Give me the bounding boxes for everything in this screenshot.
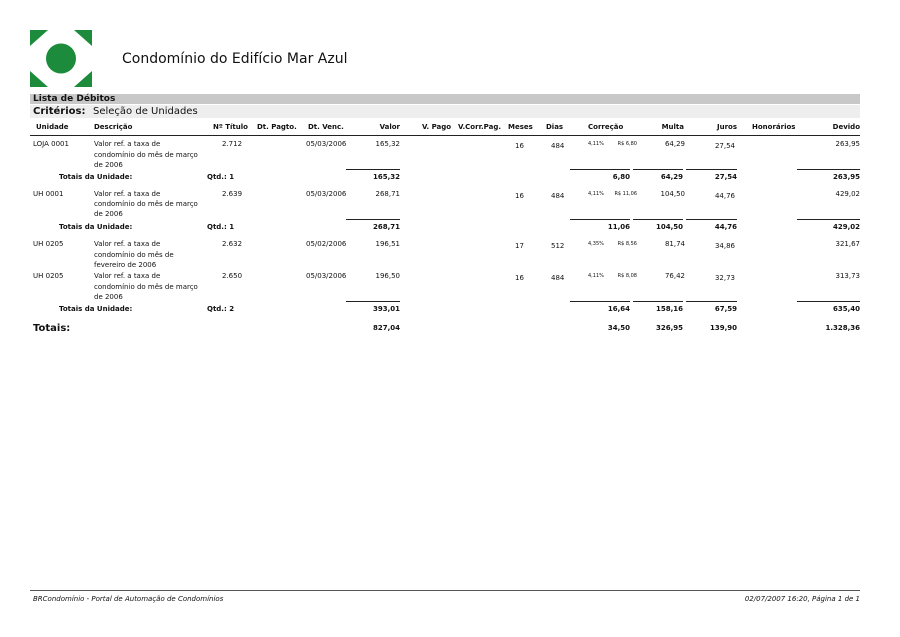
unit-total-correcao: 6,80 xyxy=(612,173,630,181)
row-juros: 44,76 xyxy=(714,192,735,200)
row-meses: 16 xyxy=(515,142,524,150)
row-desc-line: Valor ref. a taxa de xyxy=(94,140,161,148)
row-devido: 321,67 xyxy=(835,240,860,248)
subtotal-rule xyxy=(686,169,737,170)
row-dt-venc: 05/02/2006 xyxy=(306,240,347,248)
unit-total-multa: 64,29 xyxy=(660,173,683,181)
row-multa: 64,29 xyxy=(664,140,685,148)
subtotal-rule xyxy=(633,219,683,220)
row-dias: 484 xyxy=(551,192,565,200)
unit-total-qtd: Qtd.: 1 xyxy=(207,223,235,231)
unit-total-juros: 67,59 xyxy=(714,305,737,313)
row-dt-venc: 05/03/2006 xyxy=(306,272,347,280)
row-devido: 313,73 xyxy=(835,272,860,280)
condominium-logo xyxy=(30,30,92,87)
row-valor: 165,32 xyxy=(375,140,400,148)
row-juros: 27,54 xyxy=(714,142,735,150)
subtotal-rule xyxy=(797,169,860,170)
col-valor: Valor xyxy=(379,123,400,131)
row-desc-line: de 2006 xyxy=(94,210,123,218)
row-devido: 263,95 xyxy=(835,140,860,148)
row-dias: 512 xyxy=(551,242,565,250)
row-valor: 268,71 xyxy=(375,190,400,198)
row-devido: 429,02 xyxy=(835,190,860,198)
unit-total-multa: 158,16 xyxy=(655,305,683,313)
col-v-pago: V. Pago xyxy=(422,123,452,131)
row-multa: 104,50 xyxy=(660,190,685,198)
row-meses: 16 xyxy=(515,274,524,282)
row-desc-line: condomínio do mês de março xyxy=(94,200,198,208)
subtotal-rule xyxy=(570,219,630,220)
row-desc-line: Valor ref. a taxa de xyxy=(94,272,161,280)
col-honorarios: Honorários xyxy=(752,123,796,131)
row-titulo: 2.632 xyxy=(222,240,243,248)
row-desc-line: condomínio do mês de xyxy=(94,251,174,259)
row-multa: 81,74 xyxy=(664,240,685,248)
col-descricao: Descrição xyxy=(94,123,133,131)
unit-total-label: Totais da Unidade: xyxy=(59,223,133,231)
col-juros: Juros xyxy=(716,123,737,131)
row-meses: 16 xyxy=(515,192,524,200)
row-correcao-pct: 4,11% xyxy=(588,273,604,279)
header-divider xyxy=(30,135,860,136)
row-desc-line: condomínio do mês de março xyxy=(94,283,198,291)
unit-total-label: Totais da Unidade: xyxy=(59,173,133,181)
row-juros: 32,73 xyxy=(714,274,735,282)
row-dias: 484 xyxy=(551,142,565,150)
col-multa: Multa xyxy=(661,123,684,131)
unit-total-devido: 429,02 xyxy=(832,223,860,231)
unit-total-devido: 263,95 xyxy=(832,173,860,181)
col-devido: Devido xyxy=(832,123,860,131)
footer-page-info: 02/07/2007 16:20, Página 1 de 1 xyxy=(744,595,860,603)
row-correcao-pct: 4,11% xyxy=(588,191,604,197)
unit-total-valor: 393,01 xyxy=(372,305,400,313)
subtotal-rule xyxy=(797,219,860,220)
row-desc-line: de 2006 xyxy=(94,293,123,301)
unit-total-qtd: Qtd.: 1 xyxy=(207,173,235,181)
row-titulo: 2.650 xyxy=(222,272,243,280)
row-unidade: UH 0001 xyxy=(33,190,64,198)
grand-total-juros: 139,90 xyxy=(709,324,737,332)
unit-total-correcao: 11,06 xyxy=(607,223,630,231)
row-desc-line: Valor ref. a taxa de xyxy=(94,240,161,248)
subtotal-rule xyxy=(570,169,630,170)
row-meses: 17 xyxy=(515,242,524,250)
unit-total-valor: 268,71 xyxy=(372,223,400,231)
col-unidade: Unidade xyxy=(36,123,69,131)
row-titulo: 2.712 xyxy=(222,140,243,148)
row-correcao-val: R$ 8,56 xyxy=(617,241,637,247)
row-titulo: 2.639 xyxy=(222,190,243,198)
company-name: Condomínio do Edifício Mar Azul xyxy=(122,51,348,67)
unit-total-multa: 104,50 xyxy=(655,223,683,231)
col-v-corr-pag: V.Corr.Pag. xyxy=(458,123,502,131)
col-dt-venc: Dt. Venc. xyxy=(308,123,344,131)
grand-total-correcao: 34,50 xyxy=(607,324,630,332)
subtotal-rule xyxy=(686,301,737,302)
row-correcao-val: R$ 6,80 xyxy=(617,141,637,147)
grand-total-valor: 827,04 xyxy=(372,324,400,332)
subtotal-rule xyxy=(346,301,400,302)
footer-app-name: BRCondomínio - Portal de Automação de Condomínios xyxy=(33,595,224,603)
unit-total-devido: 635,40 xyxy=(832,305,860,313)
col-meses: Meses xyxy=(508,123,533,131)
row-desc-line: Valor ref. a taxa de xyxy=(94,190,161,198)
grand-total-label: Totais: xyxy=(33,323,71,334)
grand-total-devido: 1.328,36 xyxy=(825,324,860,332)
unit-total-qtd: Qtd.: 2 xyxy=(207,305,235,313)
row-desc-line: fevereiro de 2006 xyxy=(94,261,157,269)
grand-total-multa: 326,95 xyxy=(655,324,683,332)
unit-total-juros: 44,76 xyxy=(714,223,737,231)
row-correcao-pct: 4,11% xyxy=(588,141,604,147)
unit-total-juros: 27,54 xyxy=(714,173,737,181)
subtotal-rule xyxy=(633,301,683,302)
footer-divider xyxy=(30,590,860,591)
subtotal-rule xyxy=(686,219,737,220)
row-correcao-val: R$ 8,08 xyxy=(617,273,637,279)
criteria-value: Seleção de Unidades xyxy=(93,106,198,117)
criteria-label: Critérios: xyxy=(33,106,86,117)
row-desc-line: de 2006 xyxy=(94,161,123,169)
unit-total-valor: 165,32 xyxy=(372,173,400,181)
row-correcao-val: R$ 11,06 xyxy=(614,191,637,197)
subtotal-rule xyxy=(633,169,683,170)
col-titulo: Nº Título xyxy=(213,123,248,131)
row-juros: 34,86 xyxy=(714,242,735,250)
subtotal-rule xyxy=(797,301,860,302)
col-dt-pagto: Dt. Pagto. xyxy=(257,123,297,131)
subtotal-rule xyxy=(346,219,400,220)
report-title-bar xyxy=(30,94,860,104)
row-valor: 196,50 xyxy=(375,272,400,280)
col-correcao: Correção xyxy=(588,123,624,131)
subtotal-rule xyxy=(346,169,400,170)
row-valor: 196,51 xyxy=(375,240,400,248)
unit-total-label: Totais da Unidade: xyxy=(59,305,133,313)
row-dias: 484 xyxy=(551,274,565,282)
row-desc-line: condomínio do mês de março xyxy=(94,151,198,159)
subtotal-rule xyxy=(570,301,630,302)
report-title: Lista de Débitos xyxy=(33,94,116,104)
row-multa: 76,42 xyxy=(664,272,685,280)
row-dt-venc: 05/03/2006 xyxy=(306,190,347,198)
row-correcao-pct: 4,35% xyxy=(588,241,604,247)
row-unidade: UH 0205 xyxy=(33,272,64,280)
unit-total-correcao: 16,64 xyxy=(607,305,630,313)
row-dt-venc: 05/03/2006 xyxy=(306,140,347,148)
row-unidade: LOJA 0001 xyxy=(33,140,69,148)
row-unidade: UH 0205 xyxy=(33,240,64,248)
col-dias: Dias xyxy=(546,123,564,131)
